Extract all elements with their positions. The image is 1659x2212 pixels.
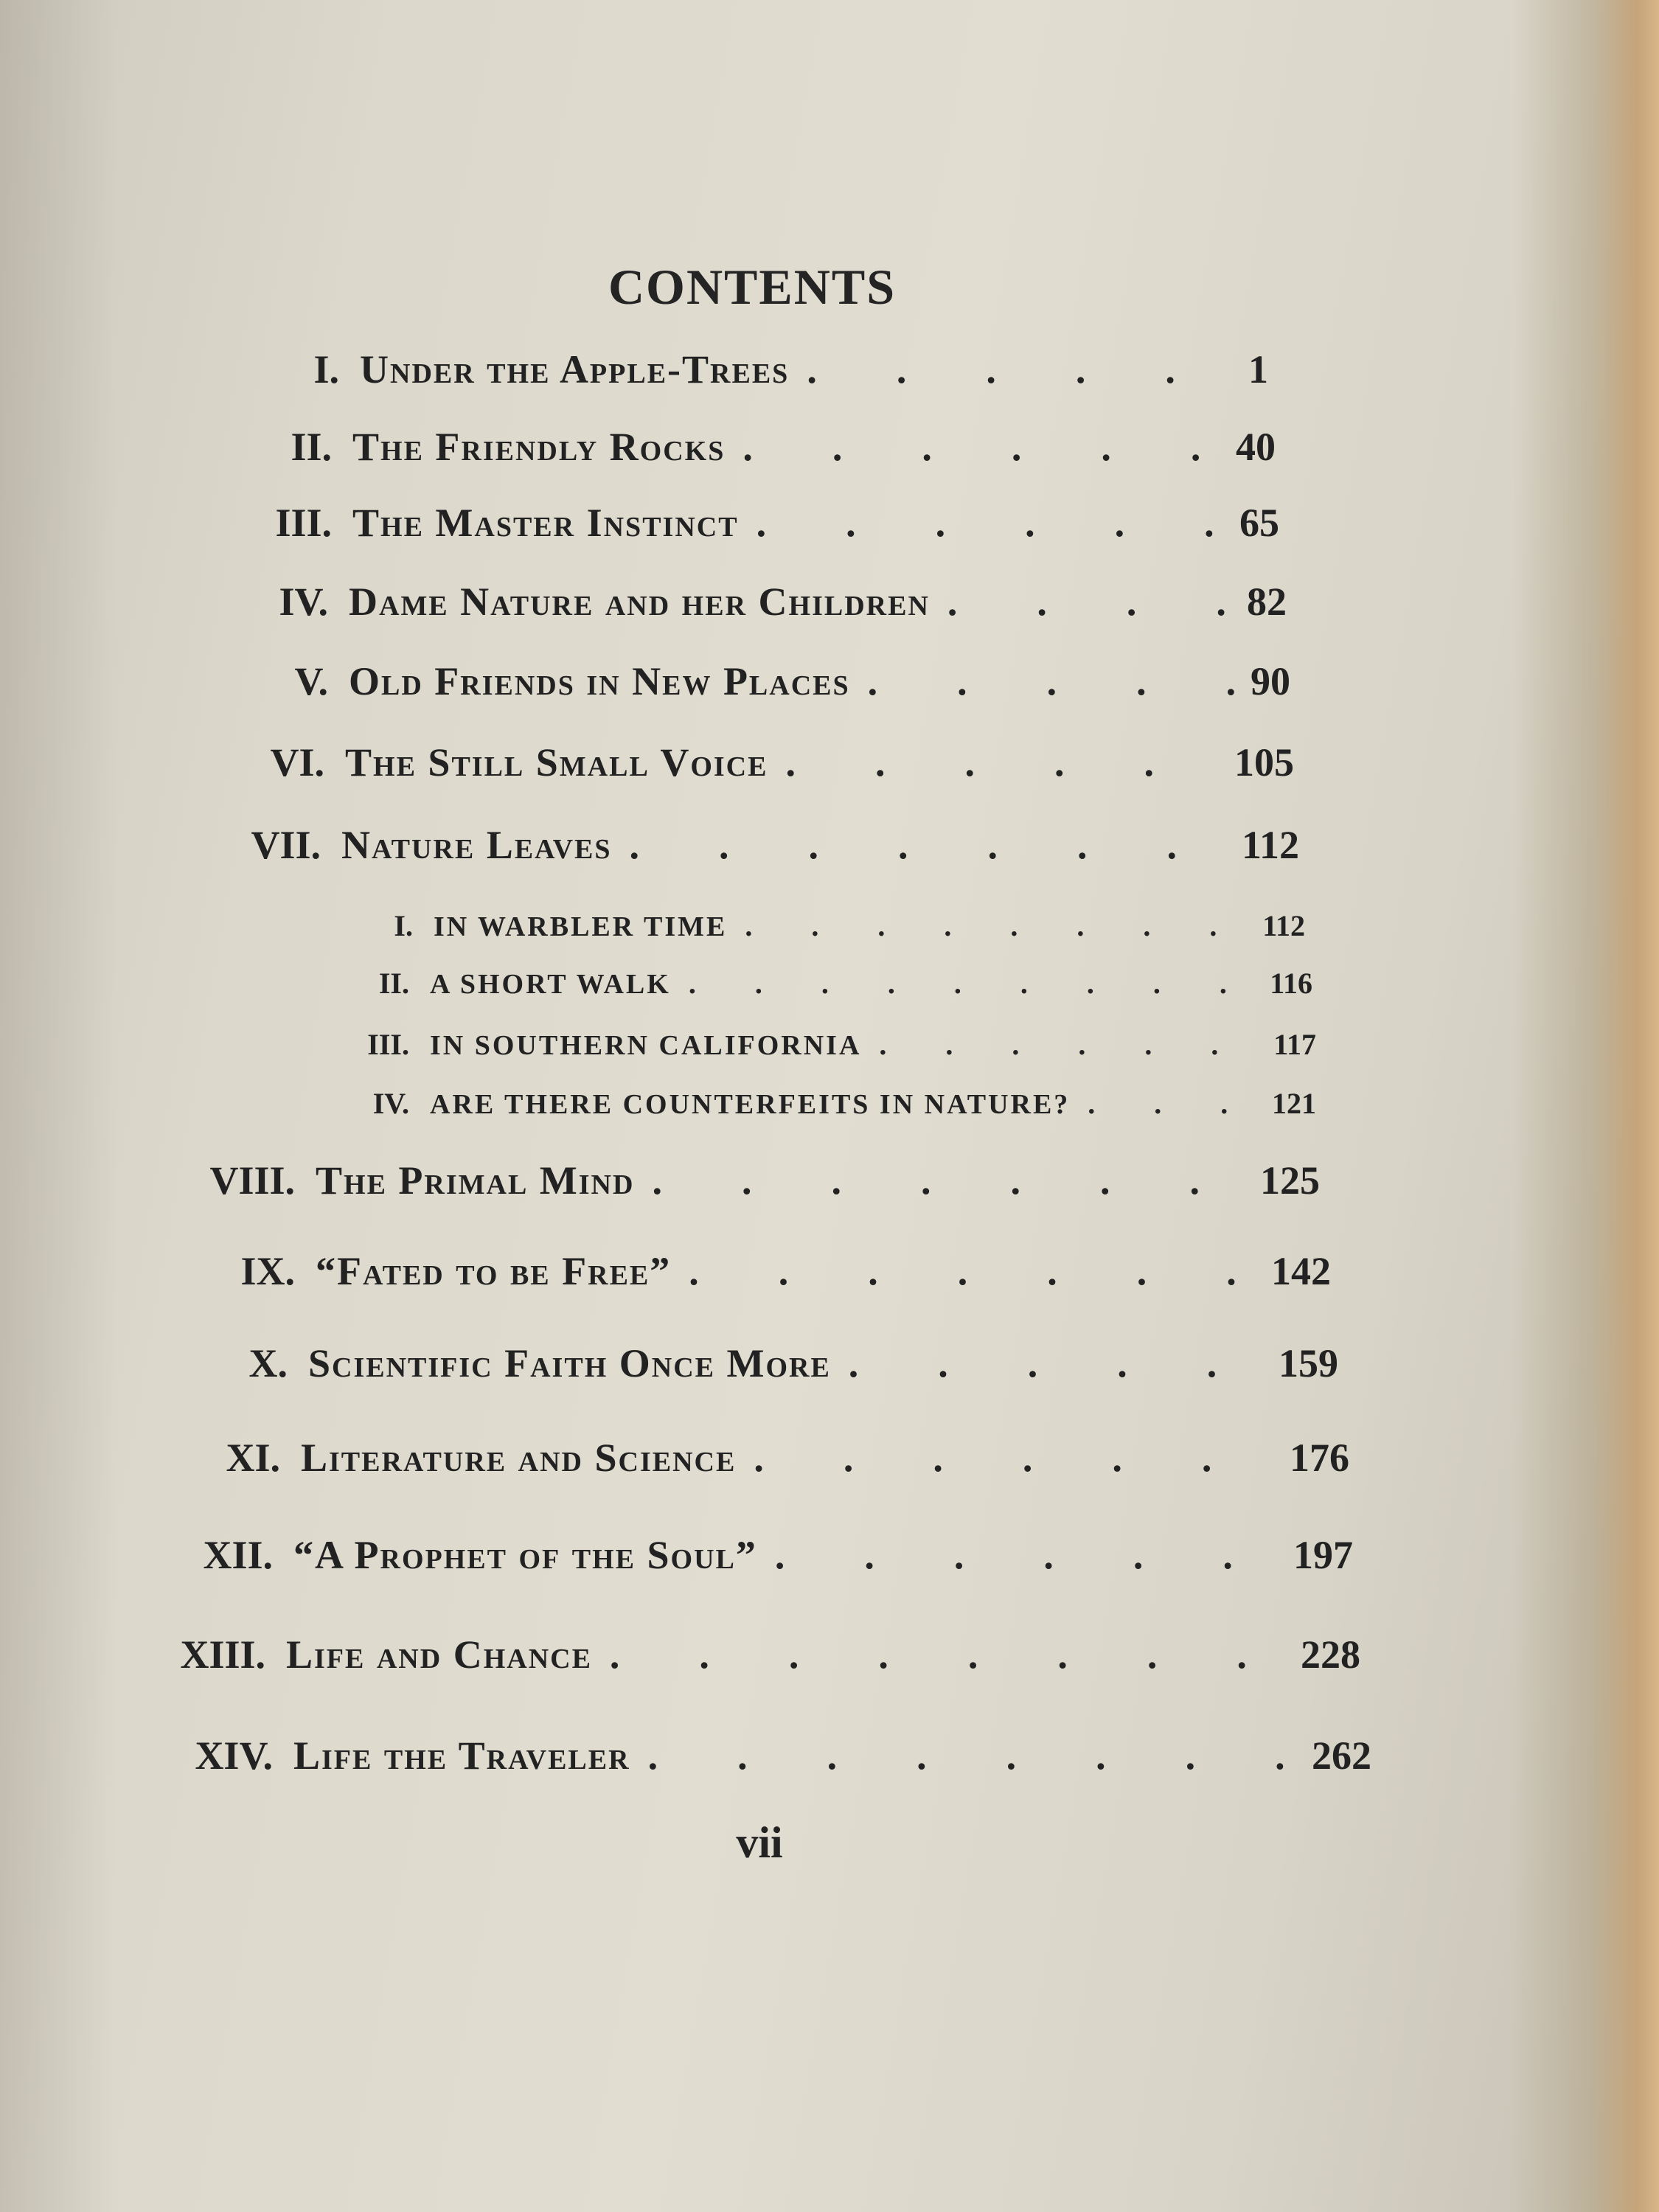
page-number: 112: [1241, 823, 1299, 867]
toc-subentry: [332, 1027, 1316, 1062]
subsection-title: IN WARBLER TIME: [434, 911, 728, 942]
page-number: 105: [1234, 740, 1294, 785]
chapter-number: II.: [291, 425, 332, 469]
chapter-title: Life the Traveler: [293, 1733, 630, 1778]
chapter-title: Under the Apple-Trees: [360, 347, 790, 392]
page-number: 121: [1272, 1087, 1316, 1120]
chapter-number: IV.: [279, 580, 328, 624]
page-number: 142: [1271, 1249, 1331, 1293]
chapter-title: “Fated to be Free”: [316, 1249, 672, 1293]
chapter-title: Literature and Science: [301, 1436, 737, 1480]
dot-leader: [796, 347, 1241, 392]
page-number: 40: [1236, 425, 1276, 469]
toc-entry: [221, 500, 1279, 546]
dot-leader: [765, 1532, 1286, 1578]
page-number: 159: [1279, 1341, 1338, 1385]
subsection-number: II.: [378, 967, 409, 1000]
page-number: 176: [1290, 1436, 1349, 1480]
chapter-number: VI.: [270, 740, 324, 785]
chapter-number: IX.: [240, 1249, 295, 1293]
dot-leader: [937, 579, 1239, 625]
chapter-number: XIV.: [195, 1733, 273, 1778]
chapter-title: Scientific Faith Once More: [308, 1341, 831, 1385]
chapter-number: XIII.: [180, 1632, 265, 1677]
toc-entry: [170, 1532, 1353, 1578]
dot-leader: [858, 658, 1243, 704]
toc-subentry: [347, 908, 1305, 943]
folio-page-number: vii: [736, 1818, 783, 1867]
page-number: 125: [1260, 1158, 1320, 1203]
toc-subentry: [339, 966, 1312, 1001]
subsection-number: IV.: [372, 1087, 409, 1120]
page-number: 197: [1293, 1533, 1353, 1577]
toc-subentry: [332, 1086, 1316, 1121]
chapter-number: XI.: [226, 1436, 280, 1480]
dot-leader: [678, 966, 1262, 1001]
page-number: 82: [1247, 580, 1287, 624]
page-number: 116: [1270, 967, 1312, 1000]
toc-entry: [140, 1632, 1360, 1677]
toc-entry: [221, 424, 1276, 470]
chapter-number: I.: [313, 347, 339, 392]
dot-leader: [869, 1027, 1266, 1062]
toc-entry: [221, 579, 1287, 625]
dot-leader: [641, 1158, 1253, 1203]
toc-entry: [184, 1340, 1338, 1386]
dot-leader: [619, 822, 1234, 868]
chapter-number: VIII.: [209, 1158, 295, 1203]
dot-leader: [599, 1632, 1293, 1677]
chapter-number: III.: [275, 501, 332, 545]
page-number: 1: [1248, 347, 1268, 392]
subsection-title: ARE THERE COUNTERFEITS IN NATURE?: [430, 1089, 1071, 1120]
chapter-title: The Still Small Voice: [345, 740, 768, 785]
dot-leader: [775, 740, 1227, 785]
page-number: 65: [1239, 501, 1279, 545]
page-number: 262: [1312, 1733, 1371, 1778]
chapter-title: Old Friends in New Places: [349, 659, 850, 703]
chapter-title: Dame Nature and her Children: [349, 580, 930, 624]
dot-leader: [746, 500, 1232, 546]
toc-entry: [184, 1248, 1331, 1294]
dot-leader: [678, 1248, 1264, 1294]
subsection-title: IN SOUTHERN CALIFORNIA: [430, 1030, 862, 1061]
toc-entry: [221, 740, 1294, 785]
subsection-number: III.: [367, 1028, 409, 1061]
chapter-title: The Friendly Rocks: [352, 425, 726, 469]
page-number: 112: [1262, 909, 1305, 942]
toc-entry: [184, 1435, 1349, 1481]
dot-leader: [1077, 1086, 1265, 1121]
toc-entry: [155, 1733, 1371, 1778]
dot-leader: [838, 1340, 1271, 1386]
dot-leader: [734, 908, 1255, 943]
contents-heading: CONTENTS: [608, 259, 897, 315]
chapter-number: V.: [294, 659, 328, 703]
subsection-title: A SHORT WALK: [430, 969, 671, 1000]
dot-leader: [743, 1435, 1282, 1481]
toc-entry: [184, 1158, 1320, 1203]
chapter-title: The Master Instinct: [352, 501, 739, 545]
page-number: 90: [1251, 659, 1290, 703]
toc-entry: [221, 822, 1299, 868]
toc-entry: [243, 347, 1268, 392]
chapter-title: “A Prophet of the Soul”: [293, 1533, 757, 1577]
dot-leader: [638, 1733, 1304, 1778]
chapter-number: XII.: [203, 1533, 273, 1577]
toc-entry: [221, 658, 1290, 704]
page-number: 228: [1301, 1632, 1360, 1677]
chapter-number: VII.: [251, 823, 321, 867]
subsection-number: I.: [394, 909, 413, 942]
chapter-number: X.: [248, 1341, 288, 1385]
page-number: 117: [1273, 1028, 1316, 1061]
chapter-title: Nature Leaves: [341, 823, 612, 867]
dot-leader: [732, 424, 1228, 470]
chapter-title: Life and Chance: [286, 1632, 592, 1677]
chapter-title: The Primal Mind: [316, 1158, 635, 1203]
